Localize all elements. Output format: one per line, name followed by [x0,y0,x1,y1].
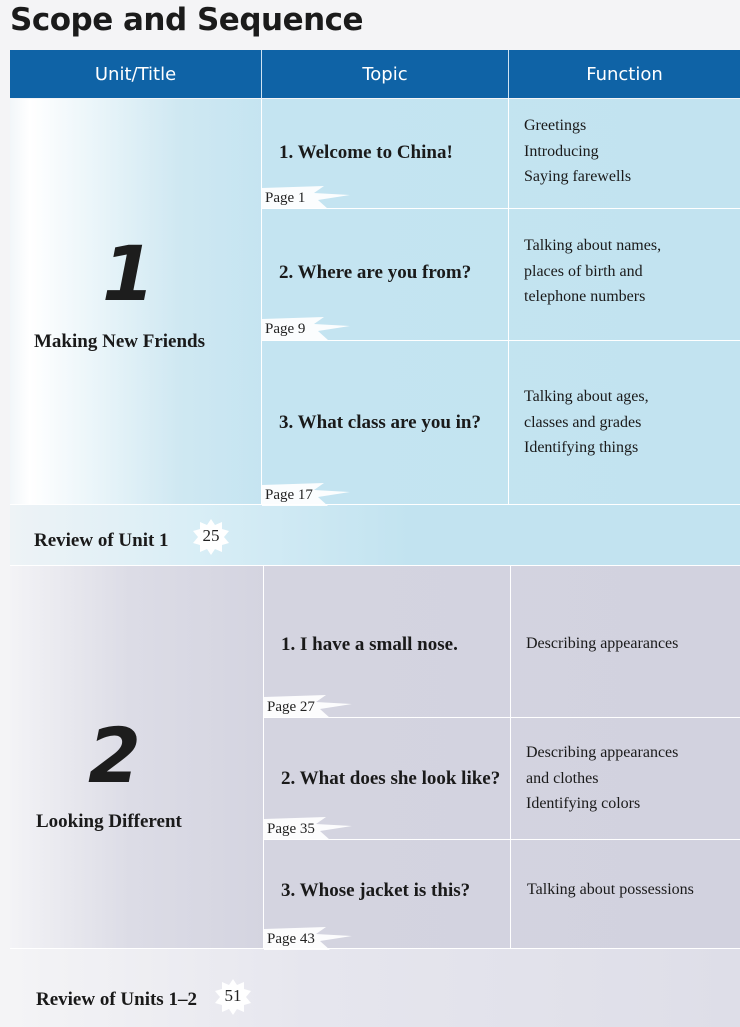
function-item: places of birth and [524,262,643,280]
lesson-topic: 3. Whose jacket is this? [281,880,471,901]
review-page-badge [192,518,230,556]
lesson-topic: 1. I have a small nose. [281,634,458,655]
function-item: classes and grades [524,413,642,431]
function-item: Talking about possessions [527,881,694,898]
page-tag [262,317,358,341]
function-item: Identifying things [524,439,639,456]
page-number: Page 35 [267,821,315,837]
lesson-topic: 3. What class are you in? [279,412,481,433]
lesson-functions [526,631,678,657]
function-item: Identifying colors [526,795,641,812]
unit-title: Making New Friends [34,331,205,352]
function-item: Describing appearances [526,635,679,652]
lesson-functions [526,740,678,817]
function-item: Saying farewells [524,168,632,185]
page-tag [264,817,360,841]
grid-line [510,566,511,949]
function-item: Talking about ages, [524,388,649,405]
column-header-topic: Topic [262,50,509,98]
page-number: Page 43 [267,931,315,947]
function-item: Describing appearances [526,744,679,761]
lesson-functions [524,233,661,310]
function-item: Greetings [524,117,587,134]
lesson-topic: 2. What does she look like? [281,768,501,789]
lesson-topic: 1. Welcome to China! [279,142,453,163]
unit-number: 2 [88,711,141,800]
page-tag [262,483,358,507]
grid-line [263,566,264,949]
column-header-function: Function [586,63,663,85]
page-tag [264,695,360,719]
review-page-badge [214,978,252,1016]
grid-line [10,565,740,566]
function-item: and clothes [526,769,599,787]
grid-line [10,504,740,505]
review-page-number: 51 [224,986,242,1005]
review-label: Review of Unit 1 [34,530,169,551]
page-number: Page 17 [265,487,313,503]
table-header [10,50,740,98]
lesson-topic: 2. Where are you from? [279,262,472,283]
page-number: Page 27 [267,699,315,715]
review-page-number: 25 [202,526,220,545]
page-tag [262,186,358,210]
page-tag [264,927,360,951]
function-item: Introducing [524,142,599,160]
column-header-unit: Unit/Title [10,50,262,98]
review-label: Review of Units 1–2 [36,989,197,1010]
lesson-functions [524,113,631,190]
unit-number: 1 [102,229,155,318]
page-title: Scope and Sequence [10,2,364,38]
review-2-band [10,949,740,1027]
lesson-functions [527,877,694,903]
function-item: Talking about names, [524,237,662,254]
grid-line [508,99,509,504]
unit-title: Looking Different [36,811,182,832]
grid-line [10,948,740,949]
function-item: telephone numbers [524,288,646,305]
lesson-functions [524,384,649,461]
page-number: Page 1 [265,190,306,206]
grid-line [261,99,262,504]
page-number: Page 9 [265,321,306,337]
